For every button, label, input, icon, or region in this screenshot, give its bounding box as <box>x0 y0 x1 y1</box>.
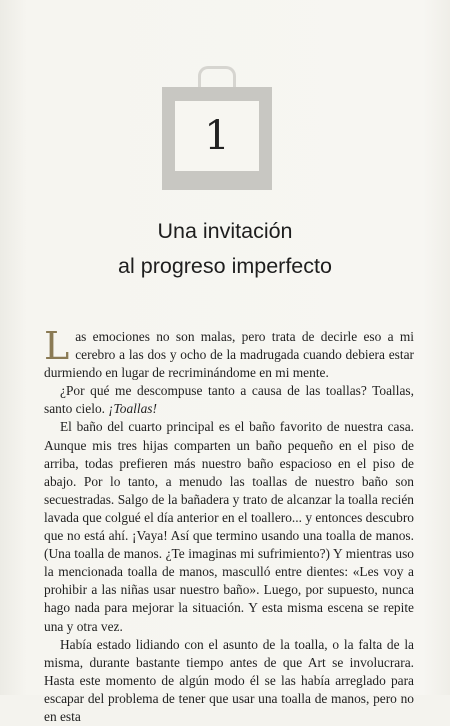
drop-cap: L <box>44 324 70 368</box>
chapter-title-line-2: al progreso imperfecto <box>118 254 332 278</box>
chapter-number: 1 <box>204 113 230 159</box>
emblem-inner-panel <box>175 101 259 171</box>
paragraph-4: Había estado lidiando con el asunto de la toalla, o la falta de la misma, durante bastante tiempo antes de que Art se involucrara. Hasta este momento de algún modo él se las había arreglado para escapar del problema de tener que usar una toalla de manos, pero no en esta <box>44 636 414 724</box>
paragraph-2 <box>44 382 414 418</box>
chapter-title-line-1: Una invitación <box>157 219 293 243</box>
chapter-body <box>44 324 414 726</box>
chapter-title <box>0 214 450 284</box>
emblem-tile <box>162 87 272 190</box>
chapter-emblem <box>162 66 272 190</box>
paragraph-1-text: as emociones no son malas, pero trata de decirle eso a mi cerebro a las dos y ocho de la madrugada cuando debiera estar durmiendo en lugar de recriminándome en mi mente. <box>44 329 414 381</box>
paragraph-3: El baño del cuarto principal es el baño favorito de nuestra casa. Aunque mis tres hijas comparten un baño pequeño en el piso de arriba, todas prefieren más nuestro baño espacioso en el piso de abajo. Por lo tanto, a menudo las toallas de nuestro baño son secuestradas. Salgo de la bañadera y trato de alcanzar la toalla recién lavada que colgué el día anterior en el toallero... y entonces descubro que no está ahí. ¡Vaya! Así que termino usando una toalla de manos. (Una toalla de manos. ¿Te imaginas mi sufrimiento?) Y mientras uso la mencionada toalla de manos, masculló entre dientes: «Les voy a prohibir a las niñas usar nuestro baño». Luego, por supuesto, nunca hago nada para mejorar la situación. Y esta misma escena se repite una y otra vez. <box>44 419 414 634</box>
paragraph-1 <box>44 324 414 382</box>
paragraph-2-text: ¿Por qué me descompuse tanto a causa de las toallas? Toallas, santo cielo. <box>44 383 414 417</box>
paragraph-2-emphasis: ¡Toallas! <box>108 401 157 417</box>
